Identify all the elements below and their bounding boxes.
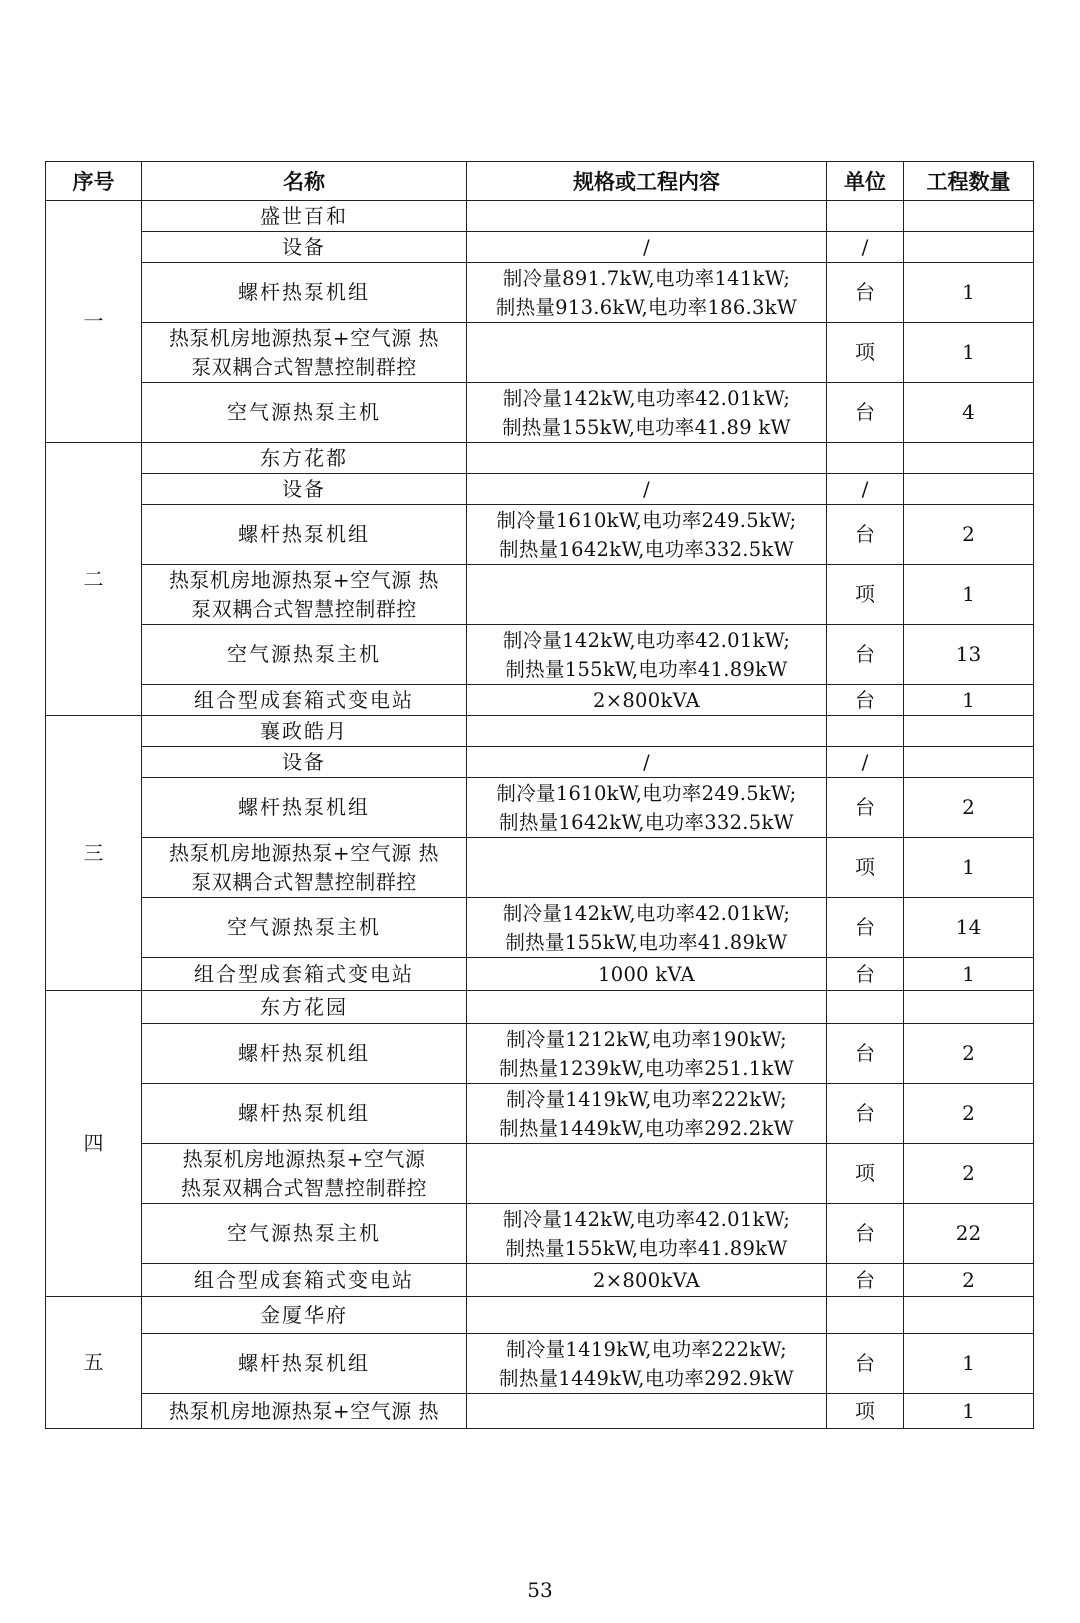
name-cell: 空气源热泵主机 bbox=[142, 1204, 467, 1264]
unit-cell: 台 bbox=[827, 505, 904, 565]
table-header-row bbox=[46, 162, 1034, 201]
spec-cell bbox=[467, 1297, 827, 1334]
name-cell: 组合型成套箱式变电站 bbox=[142, 1264, 467, 1297]
header-spec: 规格或工程内容 bbox=[467, 162, 827, 201]
quantity-cell bbox=[904, 232, 1034, 263]
quantity-cell: 2 bbox=[904, 1144, 1034, 1204]
equipment-table bbox=[45, 161, 1034, 1429]
unit-cell: 台 bbox=[827, 1204, 904, 1264]
spec-cell: 制冷量142kW,电功率42.01kW; 制热量155kW,电功率41.89kW bbox=[467, 625, 827, 685]
spec-cell bbox=[467, 991, 827, 1024]
spec-cell bbox=[467, 443, 827, 474]
name-cell: 热泵机房地源热泵+空气源 热 泵双耦合式智慧控制群控 bbox=[142, 565, 467, 625]
name-cell: 热泵机房地源热泵+空气源 热 泵双耦合式智慧控制群控 bbox=[142, 323, 467, 383]
table-row bbox=[46, 1297, 1034, 1334]
quantity-cell: 2 bbox=[904, 1024, 1034, 1084]
spec-cell bbox=[467, 1144, 827, 1204]
name-cell: 空气源热泵主机 bbox=[142, 898, 467, 958]
group-number-cell: 三 bbox=[46, 716, 142, 991]
name-cell: 螺杆热泵机组 bbox=[142, 1024, 467, 1084]
unit-cell: 项 bbox=[827, 565, 904, 625]
quantity-cell: 2 bbox=[904, 778, 1034, 838]
name-cell: 螺杆热泵机组 bbox=[142, 778, 467, 838]
unit-cell: / bbox=[827, 232, 904, 263]
unit-cell: 台 bbox=[827, 1024, 904, 1084]
unit-cell: 台 bbox=[827, 1334, 904, 1394]
quantity-cell bbox=[904, 747, 1034, 778]
unit-cell: 台 bbox=[827, 263, 904, 323]
name-cell: 襄政皓月 bbox=[142, 716, 467, 747]
quantity-cell: 13 bbox=[904, 625, 1034, 685]
unit-cell bbox=[827, 1297, 904, 1334]
group-number-cell: 一 bbox=[46, 201, 142, 443]
table-row bbox=[46, 1024, 1034, 1084]
spec-cell bbox=[467, 716, 827, 747]
unit-cell: 台 bbox=[827, 625, 904, 685]
table-row bbox=[46, 958, 1034, 991]
unit-cell: / bbox=[827, 474, 904, 505]
table-row bbox=[46, 565, 1034, 625]
spec-cell bbox=[467, 1394, 827, 1429]
name-cell: 热泵机房地源热泵+空气源 热 bbox=[142, 1394, 467, 1429]
unit-cell: 台 bbox=[827, 778, 904, 838]
quantity-cell: 1 bbox=[904, 685, 1034, 716]
quantity-cell: 2 bbox=[904, 1084, 1034, 1144]
spec-cell bbox=[467, 323, 827, 383]
spec-cell: / bbox=[467, 474, 827, 505]
spec-cell: / bbox=[467, 232, 827, 263]
name-cell: 螺杆热泵机组 bbox=[142, 1334, 467, 1394]
quantity-cell bbox=[904, 201, 1034, 232]
spec-cell: 制冷量1212kW,电功率190kW; 制热量1239kW,电功率251.1kW bbox=[467, 1024, 827, 1084]
table-row bbox=[46, 323, 1034, 383]
table-row bbox=[46, 838, 1034, 898]
quantity-cell: 1 bbox=[904, 323, 1034, 383]
table-row bbox=[46, 778, 1034, 838]
group-number-cell: 四 bbox=[46, 991, 142, 1297]
table-row bbox=[46, 898, 1034, 958]
name-cell: 盛世百和 bbox=[142, 201, 467, 232]
unit-cell bbox=[827, 716, 904, 747]
spec-cell: 制冷量142kW,电功率42.01kW; 制热量155kW,电功率41.89kW bbox=[467, 1204, 827, 1264]
table-row bbox=[46, 685, 1034, 716]
name-cell: 螺杆热泵机组 bbox=[142, 1084, 467, 1144]
quantity-cell: 1 bbox=[904, 838, 1034, 898]
table-row bbox=[46, 716, 1034, 747]
name-cell: 设备 bbox=[142, 232, 467, 263]
unit-cell: 台 bbox=[827, 383, 904, 443]
unit-cell: 台 bbox=[827, 958, 904, 991]
name-cell: 设备 bbox=[142, 474, 467, 505]
spec-cell: 制冷量142kW,电功率42.01kW; 制热量155kW,电功率41.89kW bbox=[467, 898, 827, 958]
unit-cell: 台 bbox=[827, 898, 904, 958]
group-number-cell: 二 bbox=[46, 443, 142, 716]
name-cell: 螺杆热泵机组 bbox=[142, 505, 467, 565]
quantity-cell bbox=[904, 716, 1034, 747]
spec-cell: 制冷量142kW,电功率42.01kW; 制热量155kW,电功率41.89 kW bbox=[467, 383, 827, 443]
quantity-cell: 2 bbox=[904, 1264, 1034, 1297]
spec-cell: 制冷量1610kW,电功率249.5kW; 制热量1642kW,电功率332.5kW bbox=[467, 778, 827, 838]
quantity-cell: 22 bbox=[904, 1204, 1034, 1264]
table-row bbox=[46, 232, 1034, 263]
table-row bbox=[46, 263, 1034, 323]
table-row bbox=[46, 991, 1034, 1024]
name-cell: 热泵机房地源热泵+空气源 热 泵双耦合式智慧控制群控 bbox=[142, 838, 467, 898]
quantity-cell: 1 bbox=[904, 263, 1034, 323]
group-number-cell: 五 bbox=[46, 1297, 142, 1429]
header-qty: 工程数量 bbox=[904, 162, 1034, 201]
quantity-cell: 1 bbox=[904, 958, 1034, 991]
header-name: 名称 bbox=[142, 162, 467, 201]
table-row bbox=[46, 383, 1034, 443]
name-cell: 设备 bbox=[142, 747, 467, 778]
unit-cell: 台 bbox=[827, 1264, 904, 1297]
quantity-cell: 2 bbox=[904, 505, 1034, 565]
spec-cell: 制冷量1419kW,电功率222kW; 制热量1449kW,电功率292.9kW bbox=[467, 1334, 827, 1394]
table-row bbox=[46, 1204, 1034, 1264]
name-cell: 东方花园 bbox=[142, 991, 467, 1024]
spec-cell: 制冷量1610kW,电功率249.5kW; 制热量1642kW,电功率332.5kW bbox=[467, 505, 827, 565]
table-row bbox=[46, 1394, 1034, 1429]
spec-cell: 2×800kVA bbox=[467, 1264, 827, 1297]
header-no: 序号 bbox=[46, 162, 142, 201]
unit-cell: / bbox=[827, 747, 904, 778]
spec-cell: 制冷量891.7kW,电功率141kW; 制热量913.6kW,电功率186.3kW bbox=[467, 263, 827, 323]
unit-cell: 项 bbox=[827, 323, 904, 383]
quantity-cell bbox=[904, 991, 1034, 1024]
spec-cell: 1000 kVA bbox=[467, 958, 827, 991]
table-row bbox=[46, 443, 1034, 474]
name-cell: 空气源热泵主机 bbox=[142, 625, 467, 685]
quantity-cell bbox=[904, 1297, 1034, 1334]
table-row bbox=[46, 201, 1034, 232]
quantity-cell: 1 bbox=[904, 1334, 1034, 1394]
header-unit: 单位 bbox=[827, 162, 904, 201]
page-number: 53 bbox=[527, 1578, 553, 1602]
name-cell: 空气源热泵主机 bbox=[142, 383, 467, 443]
table-body bbox=[46, 201, 1034, 1429]
quantity-cell: 1 bbox=[904, 1394, 1034, 1429]
quantity-cell bbox=[904, 443, 1034, 474]
name-cell: 东方花都 bbox=[142, 443, 467, 474]
spec-cell: 2×800kVA bbox=[467, 685, 827, 716]
table-row bbox=[46, 625, 1034, 685]
quantity-cell: 14 bbox=[904, 898, 1034, 958]
table-row bbox=[46, 1264, 1034, 1297]
table-row bbox=[46, 1144, 1034, 1204]
table-row bbox=[46, 1334, 1034, 1394]
name-cell: 热泵机房地源热泵+空气源 热泵双耦合式智慧控制群控 bbox=[142, 1144, 467, 1204]
spec-cell: / bbox=[467, 747, 827, 778]
unit-cell: 项 bbox=[827, 838, 904, 898]
name-cell: 组合型成套箱式变电站 bbox=[142, 685, 467, 716]
quantity-cell: 1 bbox=[904, 565, 1034, 625]
unit-cell: 台 bbox=[827, 685, 904, 716]
spec-cell bbox=[467, 838, 827, 898]
quantity-cell: 4 bbox=[904, 383, 1034, 443]
unit-cell bbox=[827, 201, 904, 232]
table-row bbox=[46, 747, 1034, 778]
unit-cell: 台 bbox=[827, 1084, 904, 1144]
quantity-cell bbox=[904, 474, 1034, 505]
unit-cell: 项 bbox=[827, 1394, 904, 1429]
spec-cell bbox=[467, 565, 827, 625]
unit-cell bbox=[827, 991, 904, 1024]
unit-cell bbox=[827, 443, 904, 474]
spec-cell: 制冷量1419kW,电功率222kW; 制热量1449kW,电功率292.2kW bbox=[467, 1084, 827, 1144]
table-row bbox=[46, 505, 1034, 565]
name-cell: 组合型成套箱式变电站 bbox=[142, 958, 467, 991]
table-row bbox=[46, 474, 1034, 505]
name-cell: 金厦华府 bbox=[142, 1297, 467, 1334]
spec-cell bbox=[467, 201, 827, 232]
unit-cell: 项 bbox=[827, 1144, 904, 1204]
table-row bbox=[46, 1084, 1034, 1144]
name-cell: 螺杆热泵机组 bbox=[142, 263, 467, 323]
